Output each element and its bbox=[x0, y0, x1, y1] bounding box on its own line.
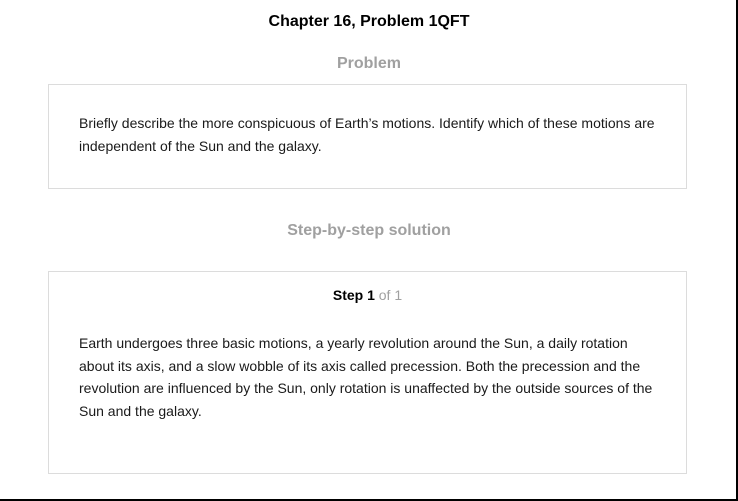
solution-card bbox=[48, 271, 687, 474]
problem-card bbox=[48, 84, 687, 189]
solution-heading: Step-by-step solution bbox=[287, 222, 451, 239]
problem-heading: Problem bbox=[336, 55, 401, 72]
solution-text: Earth undergoes three basic motions, a yearly revolution around the Sun, a daily rotation about its axis, and a slow wobble of its axis called precession. Both the precession and the revolution are influenced by the Sun, only rotation is unaffected by the outside sources of the Sun and the galaxy. bbox=[79, 335, 653, 419]
step-label: Step 1 bbox=[332, 287, 375, 303]
page-title: Chapter 16, Problem 1QFT bbox=[268, 13, 470, 30]
step-total: of 1 bbox=[378, 287, 403, 303]
step-indicator bbox=[49, 286, 686, 304]
problem-text: Briefly describe the more conspicuous of Earth’s motions. Identify which of these motions are independent of the Sun and the galaxy. bbox=[79, 115, 655, 154]
